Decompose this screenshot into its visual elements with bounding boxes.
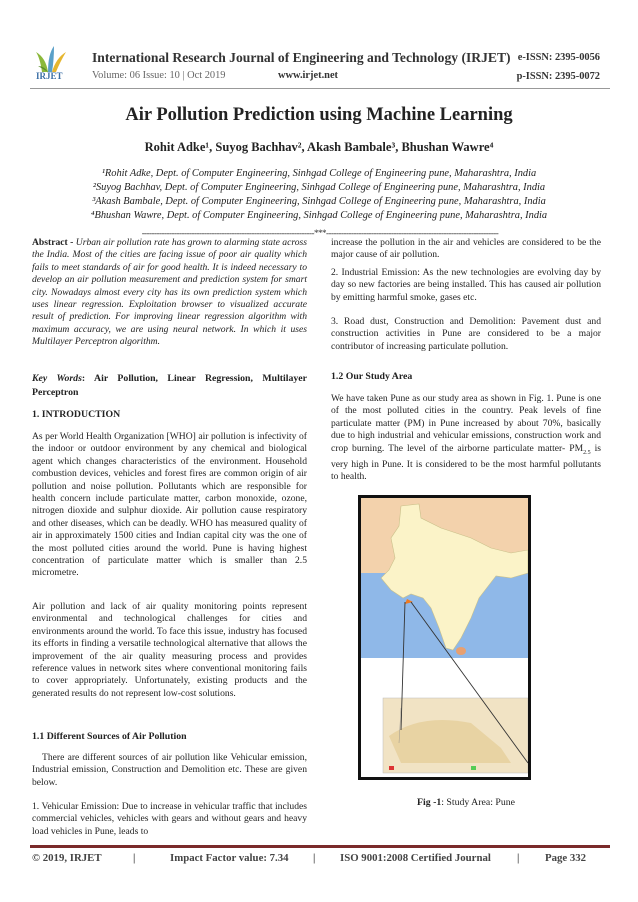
logo-text: IRJET [36,71,63,81]
eissn: e-ISSN: 2395-0056 [517,52,600,63]
study-area-map [358,495,531,780]
paper-title: Air Pollution Prediction using Machine Learning [125,105,513,125]
affiliation: ¹Rohit Adke, Dept. of Computer Engineering, Sinhgad College of Engineering pune, Maharashtra, India [101,168,537,179]
footer-separator: | [133,852,136,864]
study-area-paragraph [331,393,601,484]
road-dust-paragraph: 3. Road dust, Construction and Demolition: Pavement dust and construction activities in Pune are considered to be a major contributor of increasing particulate pollution. [331,316,601,352]
affiliation: ²Suyog Bachhav, Dept. of Computer Engineering, Sinhgad College of Engineering pune, Maharashtra, India [92,182,546,193]
figure-label: Fig -1 [417,797,442,808]
footer-iso: ISO 9001:2008 Certified Journal [340,852,491,864]
keywords-label: Key Words [32,373,82,384]
journal-logo [34,44,74,82]
vehicular-continued: increase the pollution in the air and vehicles are considered to be the major cause of air pollution. [331,237,601,261]
vehicular-paragraph: 1. Vehicular Emission: Due to increase in vehicular traffic that includes commercial vehicles, vehicles with gears and without gears and heavy load vehicles in Pune, leads to [32,801,307,837]
abstract-text: Urban air pollution rate has grown to alarming state across the India. Most of the cities are facing issue of poor air quality which fails to meet standards of air for good health. It is indeed necessary to develop an air pollution measurement and prediction system for smart city. Nowadays almost every city has its own prediction system which uses linear regression. Exploitation browser to visualized accurate result of prediction. For improving linear regression algorithm with maximum accuracy, we are using neural network. In which it uses Multilayer Perceptron algorithm. [32,237,308,348]
sources-heading: 1.1 Different Sources of Air Pollution [32,731,187,742]
keywords [32,372,307,400]
website-link[interactable]: www.irjet.net [278,70,339,81]
intro-paragraph: Air pollution and lack of air quality monitoring points represent environmental and technological challenges for cities and environments around the world. To face this issue, industry has focused its efforts in finding a versatile technological alternative that allows the improvement of the air quality measuring process and provides reference values in network sites where conventional monitoring fails to cover appropriately. Unfortunately, existing products and the generated results do not represent low-cost solutions. [32,601,307,699]
footer-separator: | [313,852,316,864]
subscript: 2.5 [583,449,591,456]
footer-copyright: © 2019, IRJET [32,852,102,864]
figure-caption-text: : Study Area: Pune [441,797,515,808]
affiliation: ³Akash Bambale, Dept. of Computer Engineering, Sinhgad College of Engineering pune, Maharashtra, India [92,196,546,207]
abstract-label: Abstract - [32,237,76,248]
authors: Rohit Adke¹, Suyog Bachhav², Akash Bambale³, Bhushan Wawre⁴ [144,140,494,154]
figure-caption [331,797,601,808]
header-rule [30,88,610,89]
separator: ---------------------------------------------------------------------***--------------------------------------------------------------------- [141,228,499,238]
intro-paragraph: As per World Health Organization [WHO] air pollution is infectivity of the indoor or outdoor environment by any chemical and biological agent which changes characteristics of the environment. Household combustion devices, vehicles and forest fires are common origin of air pollution and noise pollution. Pollutants which are responsible for health concern include particulate matter, carbon monoxide, ozone, nitrogen dioxide and sulphur dioxide. Air pollution cause respiratory and other diseases, which can be deadly. WHO has measured quality of air in approximately 1500 cities and Indian capital city was the one of the most polluted cities around the world. Pune is having highest concentration of particulate matter which is smaller than 2.5 micrometre. [32,431,307,579]
abstract [32,237,307,349]
footer-separator: | [517,852,520,864]
study-text: is very high in Pune. It is considered to be the most harmful pollutants to health. [331,442,601,483]
affiliation: ⁴Bhushan Wawre, Dept. of Computer Engineering, Sinhgad College of Engineering pune, Maharashtra, India [90,210,548,221]
journal-name: International Research Journal of Engineering and Technology (IRJET) [92,50,511,65]
volume-issue: Volume: 06 Issue: 10 | Oct 2019 [92,70,226,81]
footer-page-number: Page 332 [545,852,587,864]
keywords-text: : Air Pollution, Linear Regression, Multilayer Perceptron [32,373,307,398]
industrial-paragraph: 2. Industrial Emission: As the new technologies are evolving day by day so new factories are being installed. This has caused air pollution by emitting harmful smoke, gases etc. [331,267,601,303]
footer-rule [30,845,610,848]
study-text: We have taken Pune as our study area as shown in Fig. 1. Pune is one of the most polluted cities in the country. Peak levels of fine particulate matter (PM) in Pune increased by about 70%, basically due to high industrial and vehicular emissions, construction work and crop burning. The level of the airborne particulate matter- PM [331,393,601,454]
pissn: p-ISSN: 2395-0072 [516,71,600,82]
intro-heading: 1. INTRODUCTION [32,409,121,420]
sources-paragraph: There are different sources of air pollution like Vehicular emission, Industrial emission, Construction and Demolition etc. These are given below. [32,752,307,788]
study-area-heading: 1.2 Our Study Area [331,371,413,382]
footer-impact-factor: Impact Factor value: 7.34 [170,852,289,864]
